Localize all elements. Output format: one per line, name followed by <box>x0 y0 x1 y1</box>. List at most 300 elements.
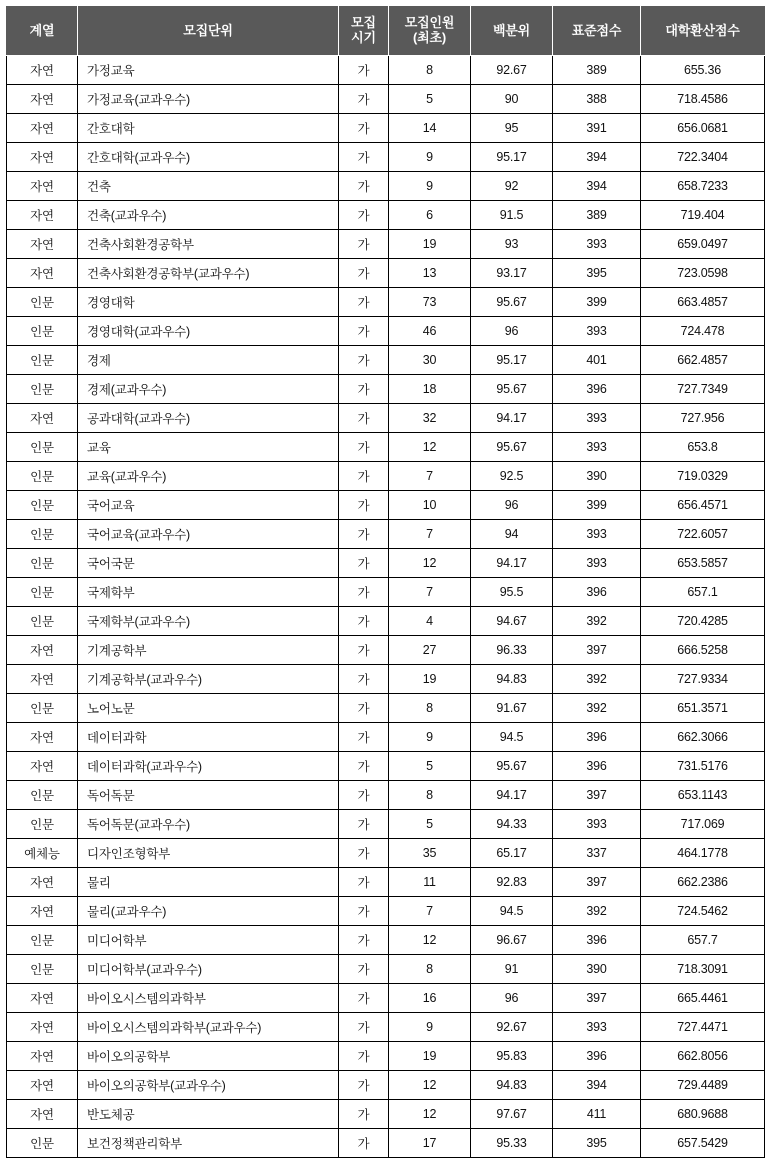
cell-sigi: 가 <box>339 375 389 404</box>
cell-baekbunwi: 94.17 <box>471 781 553 810</box>
table-row <box>7 172 765 201</box>
cell-gyeyeol: 자연 <box>7 752 78 781</box>
table-row <box>7 201 765 230</box>
column-header-inwon <box>389 7 471 56</box>
cell-hwansan: 718.3091 <box>641 955 765 984</box>
table-row <box>7 897 765 926</box>
cell-inwon: 18 <box>389 375 471 404</box>
cell-baekbunwi: 96.67 <box>471 926 553 955</box>
table-row <box>7 375 765 404</box>
cell-pyojun: 397 <box>553 781 641 810</box>
cell-pyojun: 396 <box>553 752 641 781</box>
cell-unit: 국제학부(교과우수) <box>78 607 339 636</box>
cell-gyeyeol: 자연 <box>7 1100 78 1129</box>
table-row <box>7 1129 765 1158</box>
cell-inwon: 12 <box>389 433 471 462</box>
table-row <box>7 636 765 665</box>
cell-inwon: 13 <box>389 259 471 288</box>
cell-pyojun: 396 <box>553 926 641 955</box>
cell-gyeyeol: 인문 <box>7 607 78 636</box>
cell-pyojun: 394 <box>553 143 641 172</box>
table-row <box>7 491 765 520</box>
cell-baekbunwi: 95.67 <box>471 375 553 404</box>
cell-unit: 교육(교과우수) <box>78 462 339 491</box>
cell-unit: 국어교육(교과우수) <box>78 520 339 549</box>
column-header-gyeyeol <box>7 7 78 56</box>
cell-gyeyeol: 인문 <box>7 694 78 723</box>
table-row <box>7 868 765 897</box>
table-row <box>7 230 765 259</box>
cell-baekbunwi: 94.5 <box>471 723 553 752</box>
cell-unit: 바이오의공학부(교과우수) <box>78 1071 339 1100</box>
cell-unit: 데이터과학(교과우수) <box>78 752 339 781</box>
cell-gyeyeol: 인문 <box>7 578 78 607</box>
cell-sigi: 가 <box>339 520 389 549</box>
cell-inwon: 7 <box>389 897 471 926</box>
cell-hwansan: 663.4857 <box>641 288 765 317</box>
cell-hwansan: 665.4461 <box>641 984 765 1013</box>
table-row <box>7 839 765 868</box>
cell-sigi: 가 <box>339 433 389 462</box>
cell-unit: 독어독문(교과우수) <box>78 810 339 839</box>
cell-unit: 가정교육 <box>78 56 339 85</box>
cell-inwon: 27 <box>389 636 471 665</box>
cell-gyeyeol: 자연 <box>7 868 78 897</box>
column-header-hwansan-line1: 대학환산점수 <box>665 22 740 38</box>
cell-baekbunwi: 91 <box>471 955 553 984</box>
cell-unit: 데이터과학 <box>78 723 339 752</box>
table-row <box>7 549 765 578</box>
cell-hwansan: 662.3066 <box>641 723 765 752</box>
cell-inwon: 19 <box>389 665 471 694</box>
table-header <box>7 7 765 56</box>
cell-pyojun: 396 <box>553 1042 641 1071</box>
cell-gyeyeol: 자연 <box>7 85 78 114</box>
table-row <box>7 317 765 346</box>
cell-unit: 미디어학부(교과우수) <box>78 955 339 984</box>
cell-unit: 물리(교과우수) <box>78 897 339 926</box>
cell-sigi: 가 <box>339 636 389 665</box>
cell-inwon: 11 <box>389 868 471 897</box>
cell-baekbunwi: 95.17 <box>471 346 553 375</box>
cell-pyojun: 390 <box>553 462 641 491</box>
cell-baekbunwi: 95.67 <box>471 433 553 462</box>
cell-unit: 가정교육(교과우수) <box>78 85 339 114</box>
cell-pyojun: 393 <box>553 1013 641 1042</box>
cell-pyojun: 393 <box>553 433 641 462</box>
cell-inwon: 12 <box>389 549 471 578</box>
cell-hwansan: 731.5176 <box>641 752 765 781</box>
cell-baekbunwi: 96 <box>471 317 553 346</box>
cell-pyojun: 397 <box>553 636 641 665</box>
cell-gyeyeol: 자연 <box>7 636 78 665</box>
cell-gyeyeol: 자연 <box>7 56 78 85</box>
cell-unit: 바이오의공학부 <box>78 1042 339 1071</box>
cell-baekbunwi: 94.83 <box>471 1071 553 1100</box>
cell-sigi: 가 <box>339 723 389 752</box>
cell-inwon: 17 <box>389 1129 471 1158</box>
table-row <box>7 114 765 143</box>
cell-sigi: 가 <box>339 839 389 868</box>
cell-gyeyeol: 인문 <box>7 781 78 810</box>
cell-pyojun: 389 <box>553 56 641 85</box>
cell-sigi: 가 <box>339 1071 389 1100</box>
cell-inwon: 5 <box>389 752 471 781</box>
cell-baekbunwi: 96.33 <box>471 636 553 665</box>
column-header-inwon-line2: (최초) <box>413 30 446 45</box>
table-row <box>7 926 765 955</box>
cell-sigi: 가 <box>339 984 389 1013</box>
cell-hwansan: 724.478 <box>641 317 765 346</box>
cell-sigi: 가 <box>339 1042 389 1071</box>
table-row <box>7 810 765 839</box>
cell-hwansan: 724.5462 <box>641 897 765 926</box>
cell-inwon: 32 <box>389 404 471 433</box>
cell-hwansan: 720.4285 <box>641 607 765 636</box>
cell-hwansan: 719.0329 <box>641 462 765 491</box>
cell-hwansan: 727.4471 <box>641 1013 765 1042</box>
cell-inwon: 14 <box>389 114 471 143</box>
cell-hwansan: 666.5258 <box>641 636 765 665</box>
cell-inwon: 9 <box>389 723 471 752</box>
cell-gyeyeol: 자연 <box>7 143 78 172</box>
cell-pyojun: 392 <box>553 665 641 694</box>
cell-unit: 간호대학 <box>78 114 339 143</box>
cell-inwon: 46 <box>389 317 471 346</box>
cell-pyojun: 411 <box>553 1100 641 1129</box>
cell-gyeyeol: 자연 <box>7 1042 78 1071</box>
cell-inwon: 16 <box>389 984 471 1013</box>
table-row <box>7 288 765 317</box>
cell-hwansan: 662.4857 <box>641 346 765 375</box>
cell-hwansan: 657.7 <box>641 926 765 955</box>
cell-gyeyeol: 자연 <box>7 723 78 752</box>
cell-hwansan: 722.3404 <box>641 143 765 172</box>
cell-gyeyeol: 자연 <box>7 665 78 694</box>
cell-pyojun: 388 <box>553 85 641 114</box>
cell-sigi: 가 <box>339 607 389 636</box>
cell-unit: 경영대학(교과우수) <box>78 317 339 346</box>
cell-baekbunwi: 94.17 <box>471 549 553 578</box>
cell-sigi: 가 <box>339 259 389 288</box>
table-row <box>7 404 765 433</box>
cell-baekbunwi: 95 <box>471 114 553 143</box>
cell-unit: 물리 <box>78 868 339 897</box>
cell-inwon: 8 <box>389 694 471 723</box>
cell-inwon: 19 <box>389 230 471 259</box>
cell-sigi: 가 <box>339 1100 389 1129</box>
table-row <box>7 259 765 288</box>
column-header-unit-line1: 모집단위 <box>183 22 233 38</box>
cell-hwansan: 659.0497 <box>641 230 765 259</box>
cell-gyeyeol: 인문 <box>7 346 78 375</box>
cell-pyojun: 392 <box>553 607 641 636</box>
cell-pyojun: 392 <box>553 897 641 926</box>
column-header-gyeyeol-line1: 계열 <box>29 22 55 38</box>
cell-unit: 건축(교과우수) <box>78 201 339 230</box>
cell-baekbunwi: 92 <box>471 172 553 201</box>
column-header-pyojun <box>553 7 641 56</box>
column-header-hwansan <box>641 7 765 56</box>
cell-gyeyeol: 자연 <box>7 984 78 1013</box>
cell-pyojun: 399 <box>553 491 641 520</box>
table-row <box>7 1042 765 1071</box>
cell-sigi: 가 <box>339 665 389 694</box>
cell-baekbunwi: 92.67 <box>471 56 553 85</box>
cell-pyojun: 393 <box>553 549 641 578</box>
cell-sigi: 가 <box>339 1013 389 1042</box>
cell-unit: 건축사회환경공학부 <box>78 230 339 259</box>
cell-baekbunwi: 94.5 <box>471 897 553 926</box>
cell-gyeyeol: 인문 <box>7 520 78 549</box>
column-header-inwon-line1: 모집인원 <box>404 15 455 31</box>
cell-pyojun: 401 <box>553 346 641 375</box>
cell-baekbunwi: 93.17 <box>471 259 553 288</box>
cell-pyojun: 390 <box>553 955 641 984</box>
cell-inwon: 7 <box>389 578 471 607</box>
table-row <box>7 752 765 781</box>
cell-baekbunwi: 94.17 <box>471 404 553 433</box>
cell-baekbunwi: 95.33 <box>471 1129 553 1158</box>
table-row <box>7 1071 765 1100</box>
cell-inwon: 5 <box>389 810 471 839</box>
cell-unit: 기계공학부(교과우수) <box>78 665 339 694</box>
cell-gyeyeol: 자연 <box>7 172 78 201</box>
cell-sigi: 가 <box>339 549 389 578</box>
cell-inwon: 9 <box>389 172 471 201</box>
cell-sigi: 가 <box>339 404 389 433</box>
cell-inwon: 6 <box>389 201 471 230</box>
cell-hwansan: 658.7233 <box>641 172 765 201</box>
cell-sigi: 가 <box>339 694 389 723</box>
cell-inwon: 5 <box>389 85 471 114</box>
cell-baekbunwi: 96 <box>471 491 553 520</box>
cell-gyeyeol: 인문 <box>7 1129 78 1158</box>
cell-sigi: 가 <box>339 288 389 317</box>
cell-baekbunwi: 95.67 <box>471 288 553 317</box>
cell-unit: 공과대학(교과우수) <box>78 404 339 433</box>
table-row <box>7 85 765 114</box>
cell-inwon: 35 <box>389 839 471 868</box>
column-header-baekbunwi <box>471 7 553 56</box>
cell-inwon: 73 <box>389 288 471 317</box>
table-body <box>7 56 765 1158</box>
cell-baekbunwi: 94.33 <box>471 810 553 839</box>
cell-pyojun: 393 <box>553 810 641 839</box>
header-row <box>7 7 765 56</box>
cell-unit: 미디어학부 <box>78 926 339 955</box>
cell-unit: 간호대학(교과우수) <box>78 143 339 172</box>
column-header-unit <box>78 7 339 56</box>
cell-hwansan: 655.36 <box>641 56 765 85</box>
cell-unit: 독어독문 <box>78 781 339 810</box>
table-row <box>7 723 765 752</box>
cell-unit: 보건정책관리학부 <box>78 1129 339 1158</box>
cell-unit: 바이오시스템의과학부 <box>78 984 339 1013</box>
cell-sigi: 가 <box>339 172 389 201</box>
cell-baekbunwi: 65.17 <box>471 839 553 868</box>
cell-baekbunwi: 92.83 <box>471 868 553 897</box>
cell-unit: 국어국문 <box>78 549 339 578</box>
cell-unit: 건축 <box>78 172 339 201</box>
cell-hwansan: 653.1143 <box>641 781 765 810</box>
cell-hwansan: 718.4586 <box>641 85 765 114</box>
table-row <box>7 607 765 636</box>
cell-gyeyeol: 자연 <box>7 1013 78 1042</box>
cell-pyojun: 394 <box>553 172 641 201</box>
cell-gyeyeol: 인문 <box>7 462 78 491</box>
column-header-pyojun-line1: 표준점수 <box>571 22 622 38</box>
cell-baekbunwi: 90 <box>471 85 553 114</box>
table-row <box>7 520 765 549</box>
table-row <box>7 56 765 85</box>
cell-inwon: 7 <box>389 520 471 549</box>
cell-gyeyeol: 예체능 <box>7 839 78 868</box>
cell-gyeyeol: 인문 <box>7 810 78 839</box>
cell-hwansan: 657.1 <box>641 578 765 607</box>
cell-pyojun: 337 <box>553 839 641 868</box>
table-row <box>7 984 765 1013</box>
cell-unit: 반도체공 <box>78 1100 339 1129</box>
cell-gyeyeol: 인문 <box>7 288 78 317</box>
table-row <box>7 578 765 607</box>
cell-sigi: 가 <box>339 926 389 955</box>
cell-sigi: 가 <box>339 897 389 926</box>
cell-pyojun: 393 <box>553 520 641 549</box>
cell-hwansan: 651.3571 <box>641 694 765 723</box>
cell-baekbunwi: 93 <box>471 230 553 259</box>
cell-sigi: 가 <box>339 491 389 520</box>
cell-hwansan: 723.0598 <box>641 259 765 288</box>
cell-gyeyeol: 인문 <box>7 375 78 404</box>
cell-sigi: 가 <box>339 143 389 172</box>
cell-baekbunwi: 96 <box>471 984 553 1013</box>
table-row <box>7 694 765 723</box>
cell-baekbunwi: 95.17 <box>471 143 553 172</box>
cell-baekbunwi: 91.5 <box>471 201 553 230</box>
cell-baekbunwi: 94.67 <box>471 607 553 636</box>
cell-sigi: 가 <box>339 230 389 259</box>
cell-gyeyeol: 자연 <box>7 897 78 926</box>
cell-gyeyeol: 인문 <box>7 549 78 578</box>
cell-pyojun: 399 <box>553 288 641 317</box>
cell-pyojun: 393 <box>553 404 641 433</box>
cell-baekbunwi: 91.67 <box>471 694 553 723</box>
cell-pyojun: 394 <box>553 1071 641 1100</box>
cell-inwon: 8 <box>389 56 471 85</box>
cell-sigi: 가 <box>339 868 389 897</box>
cell-hwansan: 464.1778 <box>641 839 765 868</box>
cell-hwansan: 657.5429 <box>641 1129 765 1158</box>
cell-pyojun: 397 <box>553 868 641 897</box>
cell-gyeyeol: 자연 <box>7 259 78 288</box>
cell-pyojun: 393 <box>553 317 641 346</box>
cell-hwansan: 729.4489 <box>641 1071 765 1100</box>
cell-sigi: 가 <box>339 85 389 114</box>
cell-pyojun: 396 <box>553 723 641 752</box>
cell-inwon: 10 <box>389 491 471 520</box>
cell-unit: 국제학부 <box>78 578 339 607</box>
column-header-sigi <box>339 7 389 56</box>
cell-sigi: 가 <box>339 578 389 607</box>
admissions-results-table <box>6 6 765 1158</box>
table-row <box>7 1100 765 1129</box>
cell-hwansan: 662.2386 <box>641 868 765 897</box>
cell-baekbunwi: 95.67 <box>471 752 553 781</box>
cell-unit: 경제(교과우수) <box>78 375 339 404</box>
cell-pyojun: 395 <box>553 259 641 288</box>
cell-sigi: 가 <box>339 201 389 230</box>
cell-gyeyeol: 자연 <box>7 114 78 143</box>
cell-pyojun: 396 <box>553 375 641 404</box>
cell-pyojun: 389 <box>553 201 641 230</box>
cell-hwansan: 717.069 <box>641 810 765 839</box>
column-header-sigi-line1: 모집 <box>351 15 376 31</box>
cell-pyojun: 391 <box>553 114 641 143</box>
cell-unit: 디자인조형학부 <box>78 839 339 868</box>
cell-sigi: 가 <box>339 114 389 143</box>
table-row <box>7 665 765 694</box>
cell-unit: 경제 <box>78 346 339 375</box>
cell-gyeyeol: 인문 <box>7 433 78 462</box>
cell-sigi: 가 <box>339 1129 389 1158</box>
cell-hwansan: 727.7349 <box>641 375 765 404</box>
cell-baekbunwi: 95.83 <box>471 1042 553 1071</box>
cell-unit: 기계공학부 <box>78 636 339 665</box>
cell-sigi: 가 <box>339 955 389 984</box>
cell-inwon: 7 <box>389 462 471 491</box>
cell-hwansan: 727.956 <box>641 404 765 433</box>
cell-baekbunwi: 92.67 <box>471 1013 553 1042</box>
cell-unit: 교육 <box>78 433 339 462</box>
cell-hwansan: 653.5857 <box>641 549 765 578</box>
cell-gyeyeol: 인문 <box>7 317 78 346</box>
cell-inwon: 12 <box>389 926 471 955</box>
cell-inwon: 19 <box>389 1042 471 1071</box>
table-row <box>7 781 765 810</box>
cell-hwansan: 662.8056 <box>641 1042 765 1071</box>
cell-gyeyeol: 자연 <box>7 404 78 433</box>
cell-gyeyeol: 인문 <box>7 926 78 955</box>
cell-sigi: 가 <box>339 56 389 85</box>
cell-hwansan: 656.4571 <box>641 491 765 520</box>
cell-hwansan: 722.6057 <box>641 520 765 549</box>
cell-pyojun: 392 <box>553 694 641 723</box>
cell-gyeyeol: 인문 <box>7 955 78 984</box>
column-header-sigi-line2: 시기 <box>351 30 376 45</box>
cell-pyojun: 393 <box>553 230 641 259</box>
table-row <box>7 1013 765 1042</box>
cell-pyojun: 395 <box>553 1129 641 1158</box>
cell-baekbunwi: 94.83 <box>471 665 553 694</box>
cell-pyojun: 397 <box>553 984 641 1013</box>
cell-unit: 건축사회환경공학부(교과우수) <box>78 259 339 288</box>
cell-unit: 바이오시스템의과학부(교과우수) <box>78 1013 339 1042</box>
cell-inwon: 30 <box>389 346 471 375</box>
cell-sigi: 가 <box>339 810 389 839</box>
table-row <box>7 955 765 984</box>
cell-inwon: 9 <box>389 143 471 172</box>
cell-hwansan: 653.8 <box>641 433 765 462</box>
cell-inwon: 9 <box>389 1013 471 1042</box>
table-row <box>7 143 765 172</box>
cell-inwon: 8 <box>389 955 471 984</box>
table-row <box>7 346 765 375</box>
cell-sigi: 가 <box>339 462 389 491</box>
cell-pyojun: 396 <box>553 578 641 607</box>
cell-baekbunwi: 95.5 <box>471 578 553 607</box>
cell-unit: 국어교육 <box>78 491 339 520</box>
